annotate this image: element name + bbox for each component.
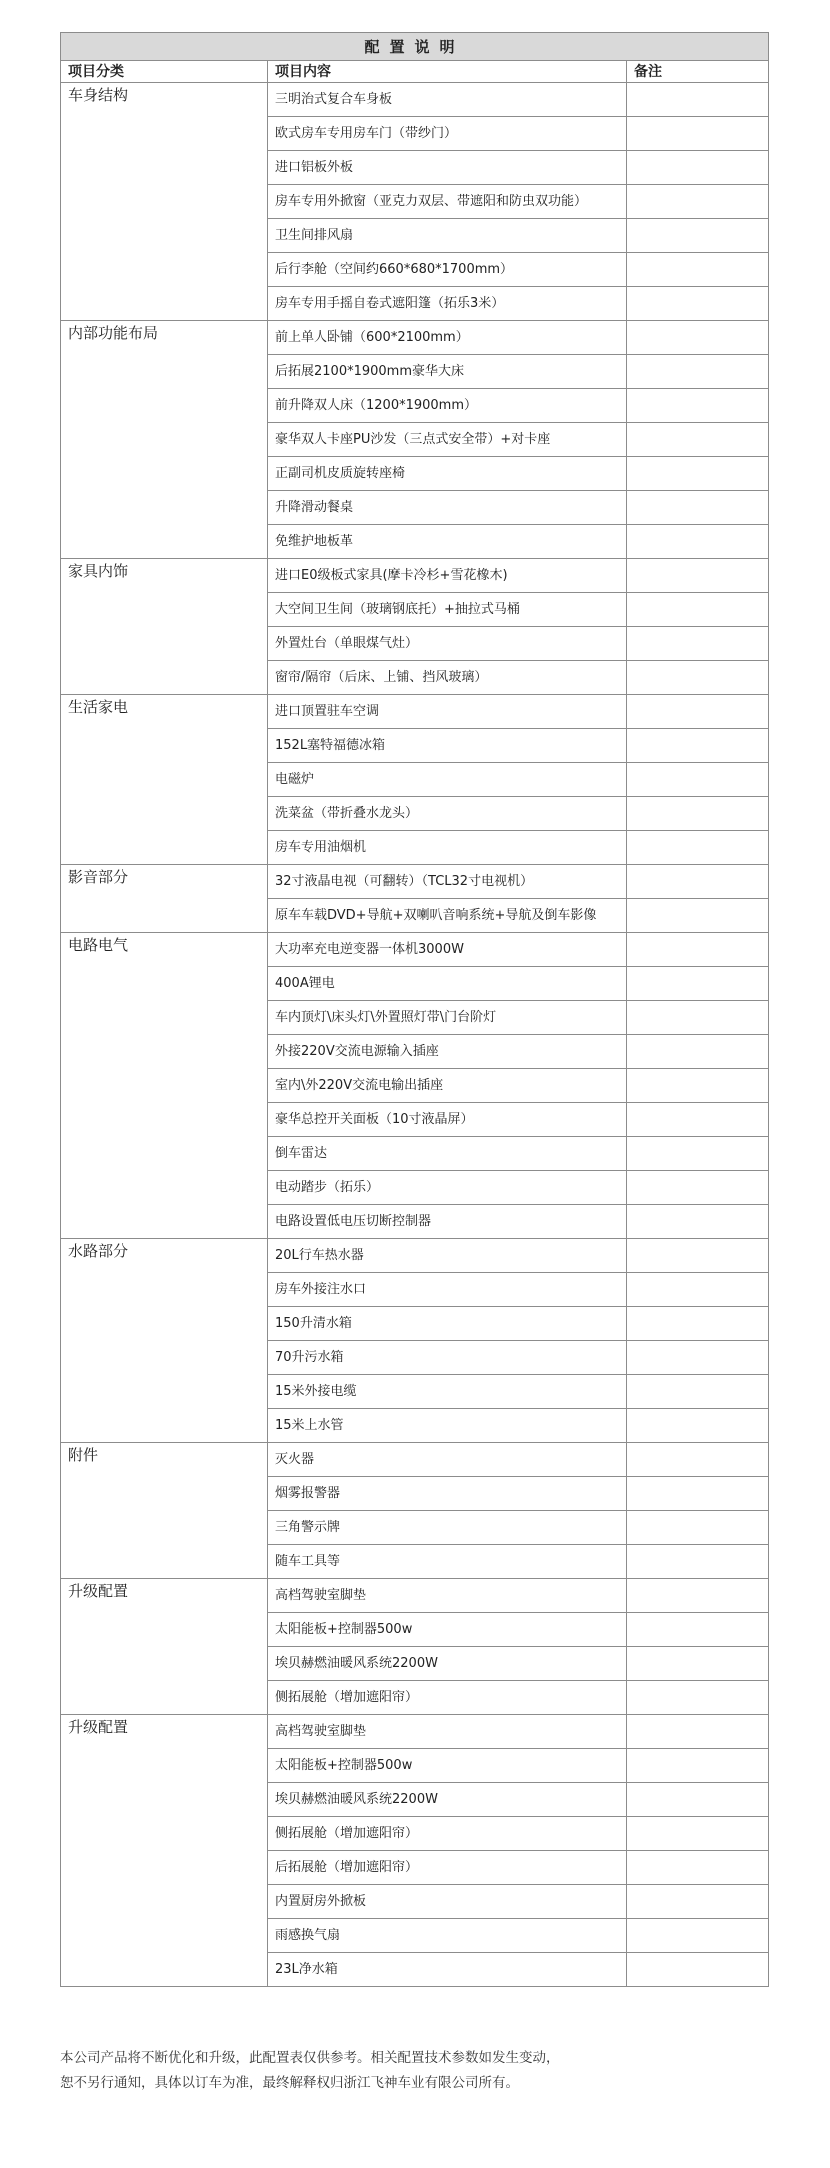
item-content-cell: 进口顶置驻车空调 <box>268 695 627 729</box>
item-content-cell: 后行李舱（空间约660*680*1700mm） <box>268 253 627 287</box>
item-content-cell: 前升降双人床（1200*1900mm） <box>268 389 627 423</box>
note-cell <box>627 1783 769 1817</box>
item-content-cell: 升降滑动餐桌 <box>268 491 627 525</box>
item-content-cell: 152L塞特福德冰箱 <box>268 729 627 763</box>
item-content-cell: 后拓展2100*1900mm豪华大床 <box>268 355 627 389</box>
note-cell <box>627 1171 769 1205</box>
item-content-cell: 23L净水箱 <box>268 1953 627 1987</box>
item-content-cell: 室内\外220V交流电输出插座 <box>268 1069 627 1103</box>
note-cell <box>627 1885 769 1919</box>
item-content-cell: 外接220V交流电源输入插座 <box>268 1035 627 1069</box>
item-content-cell: 电动踏步（拓乐） <box>268 1171 627 1205</box>
note-cell <box>627 1069 769 1103</box>
item-content-cell: 埃贝赫燃油暖风系统2200W <box>268 1647 627 1681</box>
item-content-cell: 70升污水箱 <box>268 1341 627 1375</box>
item-content-cell: 后拓展舱（增加遮阳帘） <box>268 1851 627 1885</box>
note-cell <box>627 899 769 933</box>
note-cell <box>627 1273 769 1307</box>
item-content-cell: 烟雾报警器 <box>268 1477 627 1511</box>
note-cell <box>627 1001 769 1035</box>
note-cell <box>627 1307 769 1341</box>
item-content-cell: 侧拓展舱（增加遮阳帘） <box>268 1681 627 1715</box>
header-content: 项目内容 <box>268 61 627 83</box>
table-title: 配置说明 <box>61 33 769 61</box>
item-content-cell: 大功率充电逆变器一体机3000W <box>268 933 627 967</box>
item-content-cell: 内置厨房外掀板 <box>268 1885 627 1919</box>
note-cell <box>627 763 769 797</box>
table-row <box>61 559 769 593</box>
item-content-cell: 外置灶台（单眼煤气灶） <box>268 627 627 661</box>
note-cell <box>627 933 769 967</box>
note-cell <box>627 1205 769 1239</box>
note-cell <box>627 1035 769 1069</box>
note-cell <box>627 253 769 287</box>
note-cell <box>627 83 769 117</box>
item-content-cell: 进口铝板外板 <box>268 151 627 185</box>
category-cell: 生活家电 <box>61 695 268 865</box>
note-cell <box>627 1953 769 1987</box>
category-cell: 车身结构 <box>61 83 268 321</box>
note-cell <box>627 1579 769 1613</box>
note-cell <box>627 1681 769 1715</box>
item-content-cell: 太阳能板+控制器500w <box>268 1749 627 1783</box>
item-content-cell: 32寸液晶电视（可翻转）（TCL32寸电视机） <box>268 865 627 899</box>
table-row <box>61 83 769 117</box>
item-content-cell: 豪华总控开关面板（10寸液晶屏） <box>268 1103 627 1137</box>
item-content-cell: 400A锂电 <box>268 967 627 1001</box>
title-row <box>61 33 769 61</box>
item-content-cell: 房车外接注水口 <box>268 1273 627 1307</box>
item-content-cell: 车内顶灯\床头灯\外置照灯带\门台阶灯 <box>268 1001 627 1035</box>
category-cell: 附件 <box>61 1443 268 1579</box>
item-content-cell: 15米上水管 <box>268 1409 627 1443</box>
note-cell <box>627 729 769 763</box>
configuration-table <box>60 32 769 1987</box>
item-content-cell: 20L行车热水器 <box>268 1239 627 1273</box>
note-cell <box>627 1341 769 1375</box>
note-cell <box>627 491 769 525</box>
category-cell: 水路部分 <box>61 1239 268 1443</box>
header-category: 项目分类 <box>61 61 268 83</box>
footnote-line-2: 恕不另行通知，具体以订车为准，最终解释权归浙江飞神车业有限公司所有。 <box>60 2075 519 2091</box>
note-cell <box>627 1375 769 1409</box>
category-cell: 家具内饰 <box>61 559 268 695</box>
item-content-cell: 15米外接电缆 <box>268 1375 627 1409</box>
note-cell <box>627 1919 769 1953</box>
table-row <box>61 933 769 967</box>
note-cell <box>627 865 769 899</box>
item-content-cell: 高档驾驶室脚垫 <box>268 1715 627 1749</box>
item-content-cell: 豪华双人卡座PU沙发（三点式安全带）+对卡座 <box>268 423 627 457</box>
item-content-cell: 正副司机皮质旋转座椅 <box>268 457 627 491</box>
note-cell <box>627 1443 769 1477</box>
table-row <box>61 865 769 899</box>
item-content-cell: 前上单人卧铺（600*2100mm） <box>268 321 627 355</box>
item-content-cell: 房车专用外掀窗（亚克力双层、带遮阳和防虫双功能） <box>268 185 627 219</box>
note-cell <box>627 559 769 593</box>
note-cell <box>627 151 769 185</box>
table-row <box>61 1239 769 1273</box>
category-cell: 升级配置 <box>61 1579 268 1715</box>
table-row <box>61 1715 769 1749</box>
note-cell <box>627 287 769 321</box>
category-cell: 升级配置 <box>61 1715 268 1987</box>
item-content-cell: 高档驾驶室脚垫 <box>268 1579 627 1613</box>
category-cell: 内部功能布局 <box>61 321 268 559</box>
item-content-cell: 太阳能板+控制器500w <box>268 1613 627 1647</box>
note-cell <box>627 117 769 151</box>
item-content-cell: 三角警示牌 <box>268 1511 627 1545</box>
item-content-cell: 电路设置低电压切断控制器 <box>268 1205 627 1239</box>
note-cell <box>627 797 769 831</box>
header-note: 备注 <box>627 61 769 83</box>
item-content-cell: 大空间卫生间（玻璃钢底托）+抽拉式马桶 <box>268 593 627 627</box>
note-cell <box>627 219 769 253</box>
note-cell <box>627 1409 769 1443</box>
note-cell <box>627 1613 769 1647</box>
note-cell <box>627 1851 769 1885</box>
note-cell <box>627 967 769 1001</box>
configuration-sheet <box>60 32 768 1987</box>
table-body <box>61 83 769 1987</box>
category-cell: 影音部分 <box>61 865 268 933</box>
header-row <box>61 61 769 83</box>
item-content-cell: 欧式房车专用房车门（带纱门） <box>268 117 627 151</box>
item-content-cell: 原车车载DVD+导航+双喇叭音响系统+导航及倒车影像 <box>268 899 627 933</box>
note-cell <box>627 831 769 865</box>
note-cell <box>627 593 769 627</box>
item-content-cell: 房车专用油烟机 <box>268 831 627 865</box>
item-content-cell: 灭火器 <box>268 1443 627 1477</box>
item-content-cell: 埃贝赫燃油暖风系统2200W <box>268 1783 627 1817</box>
item-content-cell: 房车专用手摇自卷式遮阳篷（拓乐3米） <box>268 287 627 321</box>
note-cell <box>627 1511 769 1545</box>
item-content-cell: 雨感换气扇 <box>268 1919 627 1953</box>
note-cell <box>627 627 769 661</box>
table-row <box>61 321 769 355</box>
item-content-cell: 电磁炉 <box>268 763 627 797</box>
note-cell <box>627 1749 769 1783</box>
item-content-cell: 进口E0级板式家具(摩卡冷杉+雪花橡木) <box>268 559 627 593</box>
footnote <box>60 2046 768 2096</box>
item-content-cell: 窗帘/隔帘（后床、上铺、挡风玻璃） <box>268 661 627 695</box>
note-cell <box>627 695 769 729</box>
note-cell <box>627 1477 769 1511</box>
note-cell <box>627 1545 769 1579</box>
note-cell <box>627 457 769 491</box>
table-row <box>61 695 769 729</box>
note-cell <box>627 525 769 559</box>
item-content-cell: 150升清水箱 <box>268 1307 627 1341</box>
note-cell <box>627 1647 769 1681</box>
category-cell: 电路电气 <box>61 933 268 1239</box>
note-cell <box>627 1817 769 1851</box>
table-row <box>61 1579 769 1613</box>
note-cell <box>627 355 769 389</box>
note-cell <box>627 661 769 695</box>
item-content-cell: 随车工具等 <box>268 1545 627 1579</box>
item-content-cell: 倒车雷达 <box>268 1137 627 1171</box>
note-cell <box>627 1239 769 1273</box>
note-cell <box>627 389 769 423</box>
footnote-line-1: 本公司产品将不断优化和升级，此配置表仅供参考。相关配置技术参数如发生变动， <box>60 2050 560 2066</box>
item-content-cell: 洗菜盆（带折叠水龙头） <box>268 797 627 831</box>
table-row <box>61 1443 769 1477</box>
note-cell <box>627 1137 769 1171</box>
note-cell <box>627 1103 769 1137</box>
item-content-cell: 免维护地板革 <box>268 525 627 559</box>
note-cell <box>627 423 769 457</box>
note-cell <box>627 321 769 355</box>
item-content-cell: 卫生间排风扇 <box>268 219 627 253</box>
note-cell <box>627 1715 769 1749</box>
note-cell <box>627 185 769 219</box>
item-content-cell: 三明治式复合车身板 <box>268 83 627 117</box>
item-content-cell: 侧拓展舱（增加遮阳帘） <box>268 1817 627 1851</box>
